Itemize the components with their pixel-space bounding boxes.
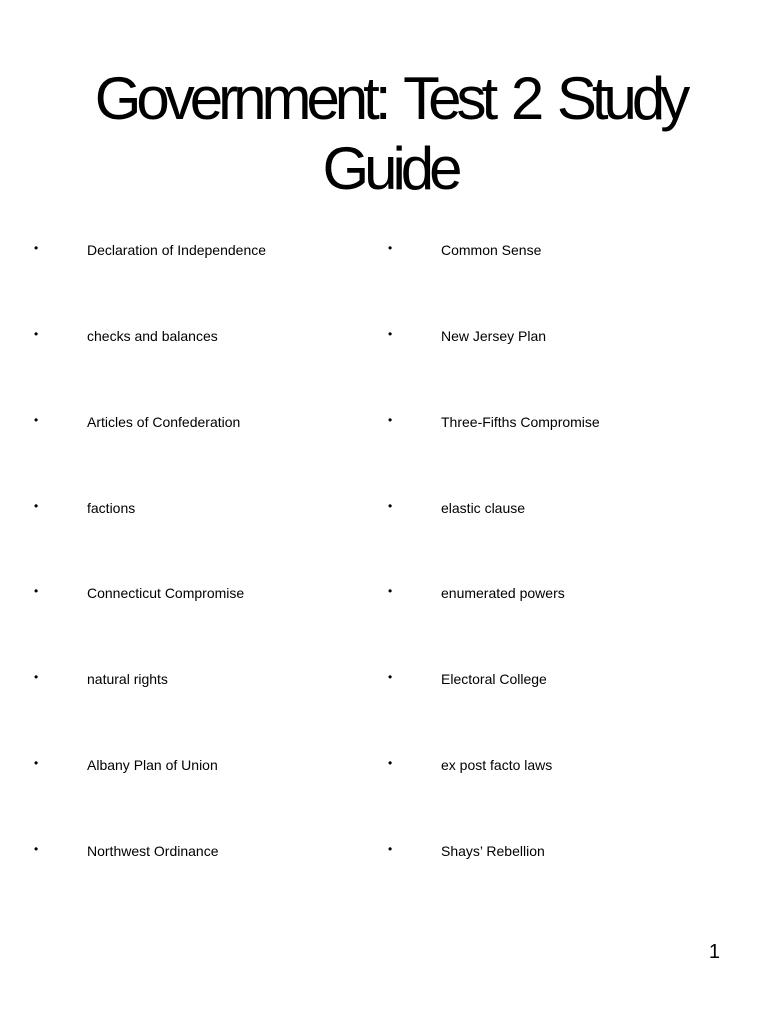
bullet-icon: •	[388, 756, 393, 770]
term-label: natural rights	[87, 671, 168, 687]
term-label: ex post facto laws	[441, 757, 553, 773]
term-label: Connecticut Compromise	[87, 585, 245, 601]
bullet-icon: •	[388, 584, 393, 598]
term-label: elastic clause	[441, 500, 526, 516]
term-label: Three-Fifths Compromise	[441, 414, 600, 430]
bullet-icon: •	[388, 670, 393, 684]
term-label: checks and balances	[87, 328, 218, 344]
bullet-icon: •	[34, 499, 39, 513]
term-label: enumerated powers	[441, 585, 565, 601]
bullet-icon: •	[34, 842, 39, 856]
bullet-icon: •	[34, 413, 39, 427]
term-label: factions	[87, 500, 136, 516]
bullet-icon: •	[34, 584, 39, 598]
term-label: Common Sense	[441, 242, 542, 258]
term-label: Shays’ Rebellion	[441, 843, 545, 859]
bullet-icon: •	[388, 842, 393, 856]
term-label: Articles of Confederation	[87, 414, 241, 430]
bullet-icon: •	[388, 241, 393, 255]
bullet-icon: •	[388, 499, 393, 513]
bullet-icon: •	[388, 413, 393, 427]
term-label: Electoral College	[441, 671, 547, 687]
bullet-icon: •	[34, 756, 39, 770]
bullet-icon: •	[34, 241, 39, 255]
term-label: Northwest Ordinance	[87, 843, 219, 859]
term-label: Albany Plan of Union	[87, 757, 218, 773]
term-label: New Jersey Plan	[441, 328, 547, 344]
bullet-icon: •	[34, 670, 39, 684]
bullet-icon: •	[388, 327, 393, 341]
bullet-icon: •	[34, 327, 39, 341]
page-number: 1	[708, 941, 720, 963]
page-title: Government: Test 2 Study Guide	[94, 65, 686, 202]
term-label: Declaration of Independence	[87, 242, 267, 258]
